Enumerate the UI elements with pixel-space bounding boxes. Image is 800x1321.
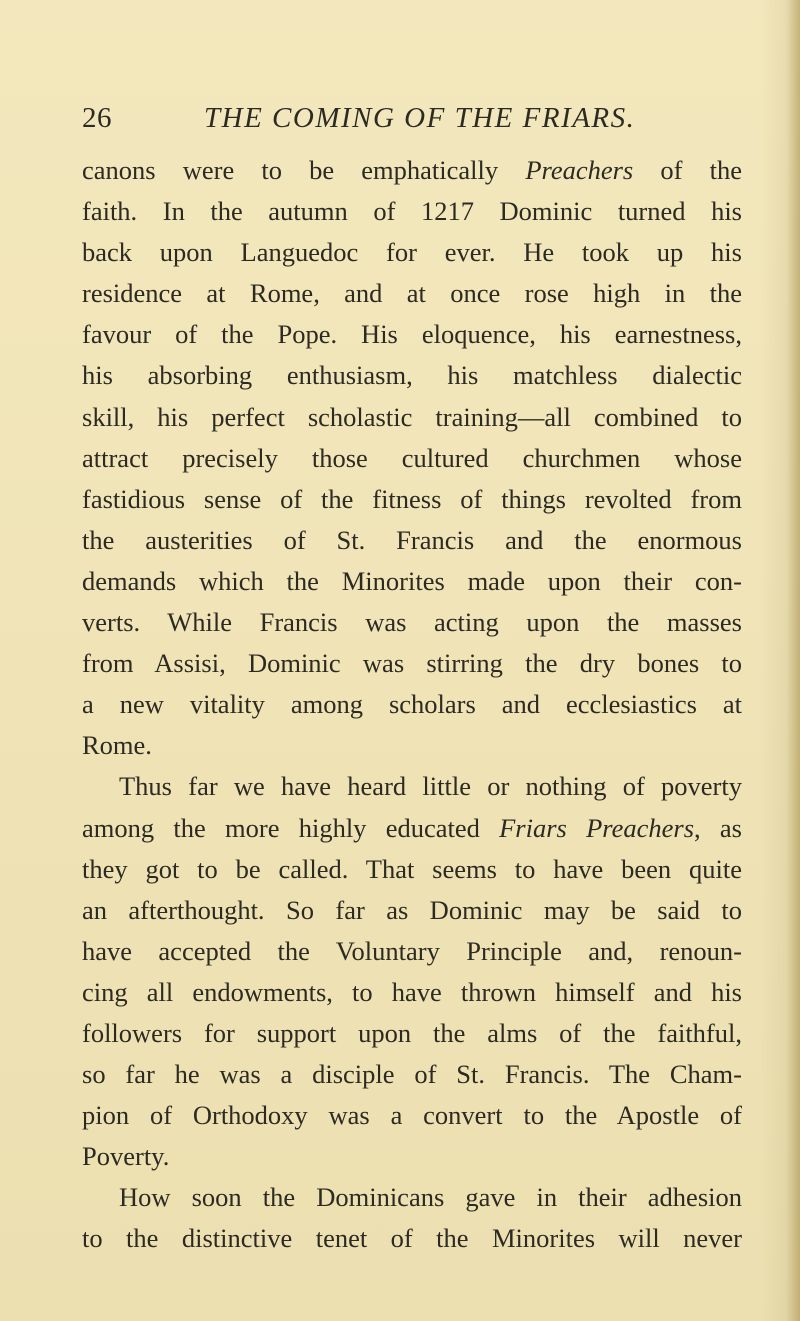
page-edge-shadow	[786, 0, 800, 1321]
text-run: an afterthought. So far as Dominic may be said to	[82, 894, 742, 925]
text-line	[82, 1054, 742, 1095]
text-run: from Assisi, Dominic was stirring the dry bones to	[82, 648, 742, 679]
text-run: favour of the Pope. His eloquence, his earnestness,	[82, 319, 742, 350]
text-run: the austerities of St. Francis and the enormous	[82, 524, 742, 555]
text-line	[82, 191, 742, 232]
text-run: fastidious sense of the fitness of things revolted from	[82, 483, 742, 514]
text-line	[82, 1095, 742, 1136]
text-run: cing all endowments, to have thrown himself and his	[82, 976, 742, 1007]
text-run: back upon Languedoc for ever. He took up his	[82, 237, 742, 268]
text-line	[82, 314, 742, 355]
text-line	[82, 397, 742, 438]
text-run: pion of Orthodoxy was a convert to the Apostle of	[82, 1100, 742, 1131]
text-run: Poverty.	[82, 1141, 170, 1172]
text-run: followers for support upon the alms of the faithful,	[82, 1017, 742, 1048]
text-run: a new vitality among scholars and ecclesiastics at	[82, 689, 742, 720]
text-run: among the more highly educated	[82, 812, 500, 843]
running-head: THE COMING OF THE FRIARS.	[204, 102, 636, 134]
text-line	[82, 972, 742, 1013]
text-line	[82, 1136, 742, 1177]
text-run: so far he was a disciple of St. Francis. The Cham-	[82, 1059, 742, 1090]
text-line	[82, 561, 742, 602]
text-line	[82, 931, 742, 972]
text-run: Thus far we have heard little or nothing of poverty	[119, 771, 742, 802]
text-run: demands which the Minorites made upon their con-	[82, 565, 742, 596]
body-text	[82, 150, 742, 1260]
italic-text: Friars Preachers	[499, 812, 695, 843]
italic-text: Preachers	[525, 155, 634, 185]
text-run: verts. While Francis was acting upon the masses	[82, 607, 742, 638]
text-line	[82, 808, 742, 849]
page-header	[82, 94, 762, 142]
text-run: faith. In the autumn of 1217 Dominic turned his	[82, 196, 742, 227]
text-run: his absorbing enthusiasm, his matchless dialectic	[82, 360, 742, 391]
text-line	[82, 725, 742, 766]
text-run: to the distinctive tenet of the Minorites will never	[82, 1223, 742, 1254]
page-number: 26	[82, 102, 112, 134]
text-line	[82, 684, 742, 725]
text-run: How soon the Dominicans gave in their adhesion	[119, 1182, 742, 1213]
text-line	[82, 849, 742, 890]
text-line	[82, 766, 742, 807]
text-run: of the	[633, 155, 742, 185]
text-run: residence at Rome, and at once rose high in the	[82, 278, 742, 309]
text-line	[82, 273, 742, 314]
text-line	[82, 643, 742, 684]
text-line	[82, 479, 742, 520]
text-line	[82, 355, 742, 396]
text-run: , as	[694, 812, 742, 843]
text-run: attract precisely those cultured churchmen whose	[82, 442, 742, 473]
text-run: Rome.	[82, 730, 152, 761]
text-line	[82, 1177, 742, 1218]
text-line	[82, 150, 742, 191]
text-line	[82, 1218, 742, 1259]
text-run: have accepted the Voluntary Principle and, renoun-	[82, 935, 742, 966]
text-line	[82, 890, 742, 931]
text-run: canons were to be emphatically	[82, 155, 526, 185]
text-line	[82, 1013, 742, 1054]
text-run: skill, his perfect scholastic training—all combined to	[82, 401, 742, 432]
text-line	[82, 438, 742, 479]
text-line	[82, 232, 742, 273]
text-line	[82, 520, 742, 561]
text-run: they got to be called. That seems to have been quite	[82, 853, 742, 884]
text-line	[82, 602, 742, 643]
